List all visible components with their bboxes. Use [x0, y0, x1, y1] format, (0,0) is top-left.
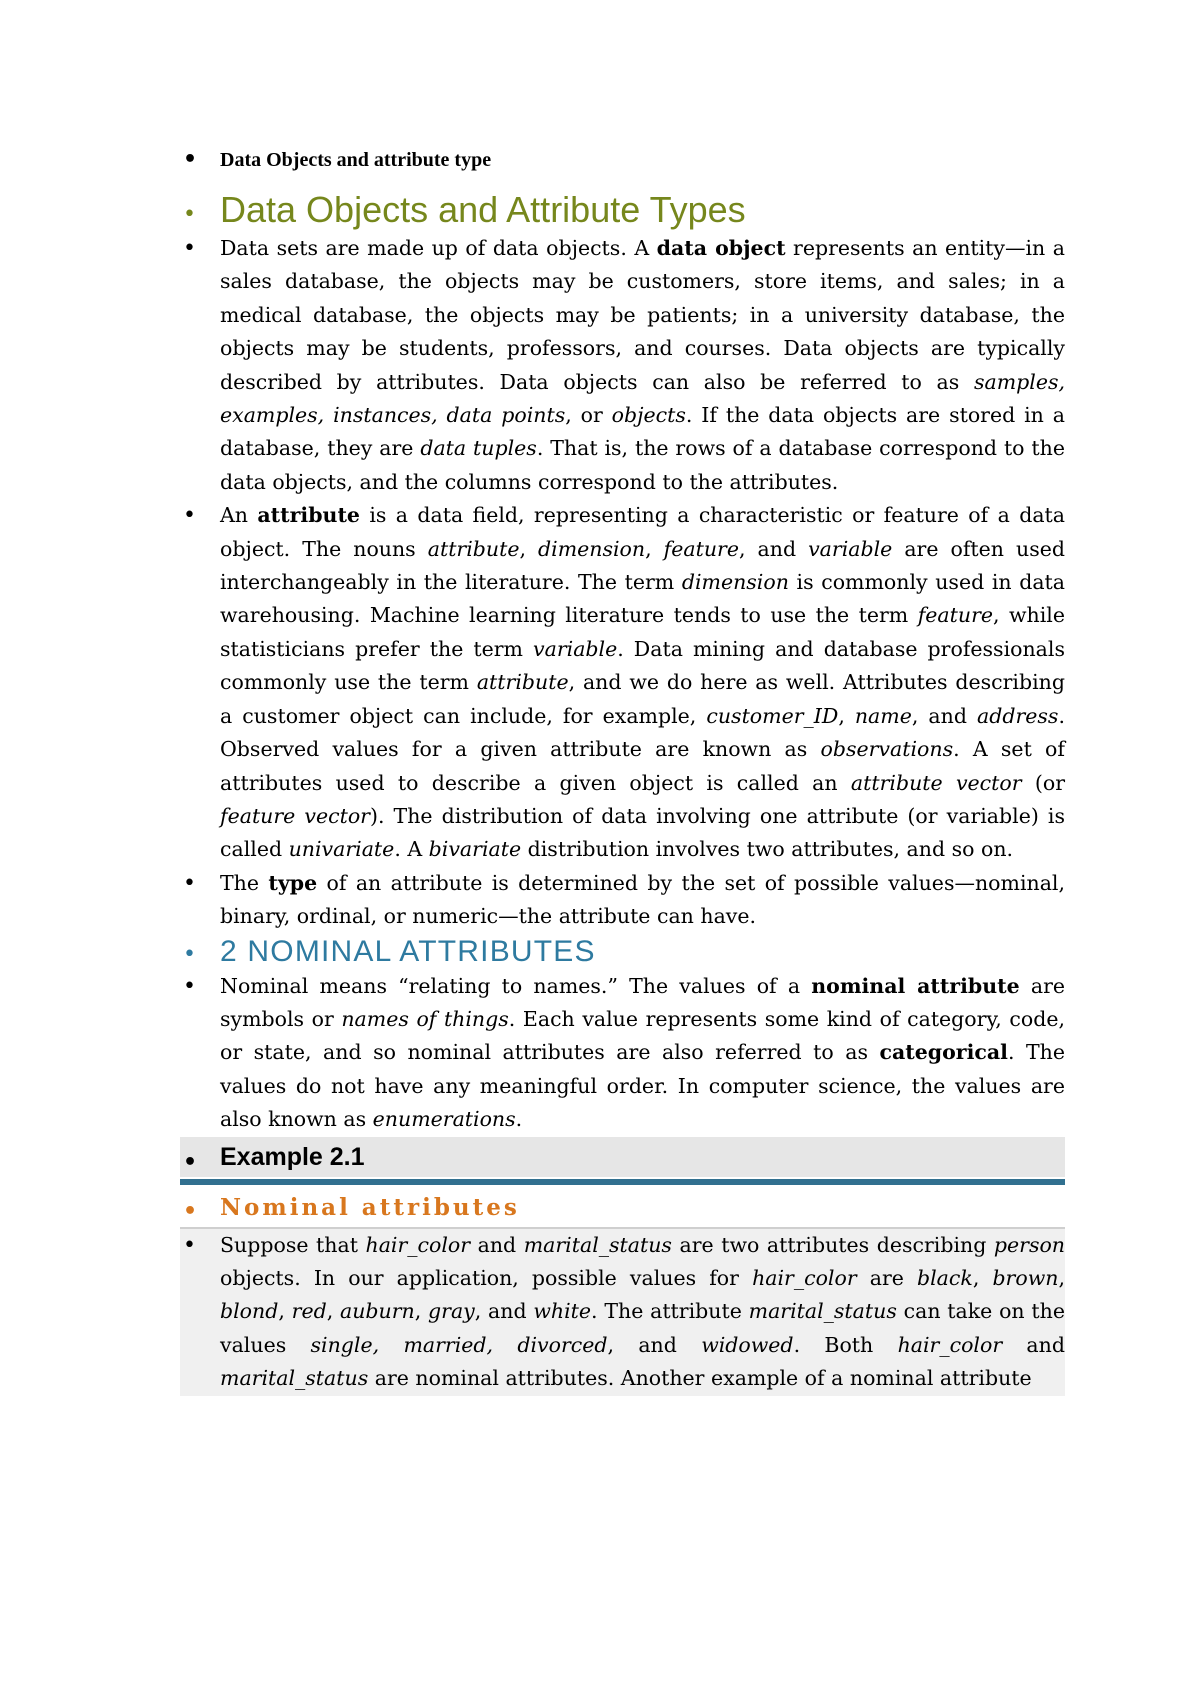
- text-run: ,: [414, 1299, 429, 1324]
- text-run: marital_status: [748, 1299, 897, 1324]
- text-run: is commonly used in data warehousing. Machine learning literature tends to use the term: [220, 570, 1065, 628]
- text-run: are often used interchangeably in the literature. The term: [220, 536, 1065, 595]
- text-run: dimension: [538, 536, 646, 561]
- text-run: black: [917, 1265, 973, 1290]
- text-run: marital_status: [220, 1366, 369, 1391]
- text-run: marital_status: [523, 1232, 672, 1257]
- text-run: attribute: [257, 503, 360, 528]
- text-run: , and: [474, 1299, 534, 1324]
- text-run: , and: [738, 536, 809, 561]
- section-heading-data-objects: • Data Objects and Attribute Types: [180, 188, 1065, 232]
- text-run: feature: [663, 536, 739, 561]
- text-run: are symbols or: [220, 973, 1065, 1031]
- text-run: nominal attribute: [811, 973, 1020, 998]
- text-run: objects: [611, 403, 686, 428]
- text-run: gray: [428, 1299, 475, 1324]
- text-run: . The attribute: [591, 1299, 749, 1324]
- text-run: represents an entity—in a sales database, the objects may be customers, store items, and sales; in a medical database, the objects may be patients; in a university database, the objects may be students, professors, and courses. Data objects are typically described by attributes. Data objects can also be referred to as: [220, 236, 1065, 394]
- example-list: [180, 1189, 1065, 1396]
- text-run: are nominal attributes. Another example of a nominal attribute: [368, 1366, 1032, 1391]
- text-run: An: [220, 503, 258, 528]
- text-run: customer_ID: [706, 703, 839, 728]
- text-run: and: [1002, 1332, 1065, 1357]
- text-run: hair_color: [752, 1265, 857, 1290]
- paragraph-data-objects: [180, 232, 1065, 499]
- text-run: univariate: [288, 837, 395, 862]
- text-run: . A set of attributes used to describe a given object is called an: [220, 737, 1065, 795]
- text-run: . Each value represents some kind of category, code, or state, and so nominal attributes are also referred to as: [220, 1006, 1065, 1065]
- example-divider: [180, 1179, 1065, 1185]
- text-run: single, married, divorced: [310, 1332, 608, 1357]
- text-run: samples, examples, instances, data points: [220, 369, 1065, 428]
- text-run: Suppose that: [220, 1232, 366, 1257]
- text-run: observations: [820, 737, 954, 762]
- text-run: variable: [533, 636, 618, 661]
- top-bullet-title: • Data Objects and attribute type: [180, 140, 1065, 180]
- text-run: .: [515, 1107, 523, 1132]
- text-run: address: [976, 703, 1059, 728]
- text-run: auburn: [339, 1299, 415, 1324]
- text-run: blond: [220, 1299, 279, 1324]
- text-run: objects. In our application, possible values for: [220, 1265, 753, 1290]
- text-run: variable: [808, 536, 893, 561]
- text-run: attribute vector: [850, 770, 1022, 795]
- text-run: , and we do here as well. Attributes describing a customer object can include, for example,: [220, 670, 1065, 728]
- bullet-list: [180, 140, 1065, 1177]
- text-run: . Observed values for a given attribute are known as: [220, 703, 1065, 762]
- text-run: . The values do not have any meaningful order. In computer science, the values are also known as: [220, 1040, 1065, 1132]
- text-run: dimension: [681, 570, 789, 595]
- paragraph-nominal-definition: [180, 970, 1065, 1137]
- text-run: attribute: [476, 670, 569, 695]
- text-run: attribute: [427, 536, 520, 561]
- text-run: data tuples: [420, 436, 537, 461]
- text-run: brown: [992, 1265, 1059, 1290]
- text-run: The: [220, 870, 269, 895]
- text-run: feature: [917, 603, 994, 628]
- text-run: ,: [972, 1265, 993, 1290]
- text-run: . Data mining and database professionals commonly use the term: [220, 636, 1065, 695]
- text-run: enumerations: [372, 1107, 516, 1132]
- section-heading-nominal: • 2 NOMINAL ATTRIBUTES: [180, 934, 1065, 970]
- text-run: ,: [1058, 1265, 1065, 1290]
- text-run: hair_color: [365, 1232, 471, 1257]
- text-run: . If the data objects are stored in a database, they are: [220, 403, 1065, 461]
- text-run: and: [470, 1232, 524, 1257]
- text-run: ,: [519, 536, 539, 561]
- text-run: are: [856, 1265, 917, 1290]
- text-run: of an attribute is determined by the set of possible values—nominal, binary, ordinal, or numeric—the attribute can have.: [220, 870, 1065, 929]
- text-run: ). The distribution of data involving one attribute (or variable) is called: [220, 803, 1065, 862]
- text-run: , or: [565, 403, 612, 428]
- text-run: , and: [607, 1332, 702, 1357]
- text-run: feature vector: [220, 803, 370, 828]
- text-run: ,: [278, 1299, 292, 1324]
- text-run: person: [993, 1232, 1066, 1257]
- paragraph-attribute-type: [180, 867, 1065, 934]
- text-run: Data sets are made up of data objects. A: [220, 236, 657, 260]
- text-run: data object: [656, 236, 786, 260]
- text-run: , and: [911, 703, 977, 728]
- text-run: names of things: [341, 1006, 509, 1031]
- text-run: bivariate: [428, 837, 522, 862]
- text-run: type: [268, 870, 318, 895]
- text-run: ,: [326, 1299, 340, 1324]
- document-page: [180, 140, 1065, 1396]
- text-run: red: [291, 1299, 327, 1324]
- text-run: . A: [394, 837, 429, 862]
- text-run: categorical: [879, 1040, 1008, 1065]
- text-run: . Both: [793, 1332, 898, 1357]
- text-run: widowed: [701, 1332, 794, 1357]
- text-run: name: [854, 703, 912, 728]
- text-run: distribution involves two attributes, and so on.: [521, 837, 1014, 862]
- text-run: ,: [838, 703, 855, 728]
- text-run: can take on the values: [220, 1299, 1065, 1357]
- text-run: . That is, the rows of a database correspond to the data objects, and the columns correspond to the attributes.: [220, 436, 1065, 494]
- text-run: white: [533, 1299, 592, 1324]
- example-subheading: • Nominal attributes: [180, 1189, 1065, 1229]
- text-run: Nominal means “relating to names.” The values of a: [220, 973, 812, 998]
- text-run: (or: [1021, 770, 1066, 795]
- text-run: , while statisticians prefer the term: [220, 603, 1065, 661]
- text-run: are two attributes describing: [671, 1232, 994, 1257]
- paragraph-example-text: [180, 1229, 1065, 1396]
- example-heading: • Example 2.1: [180, 1137, 1065, 1177]
- text-run: ,: [645, 536, 664, 561]
- paragraph-attribute-definition: [180, 499, 1065, 866]
- text-run: is a data field, representing a characteristic or feature of a data object. The nouns: [220, 503, 1066, 561]
- text-run: hair_color: [897, 1332, 1003, 1357]
